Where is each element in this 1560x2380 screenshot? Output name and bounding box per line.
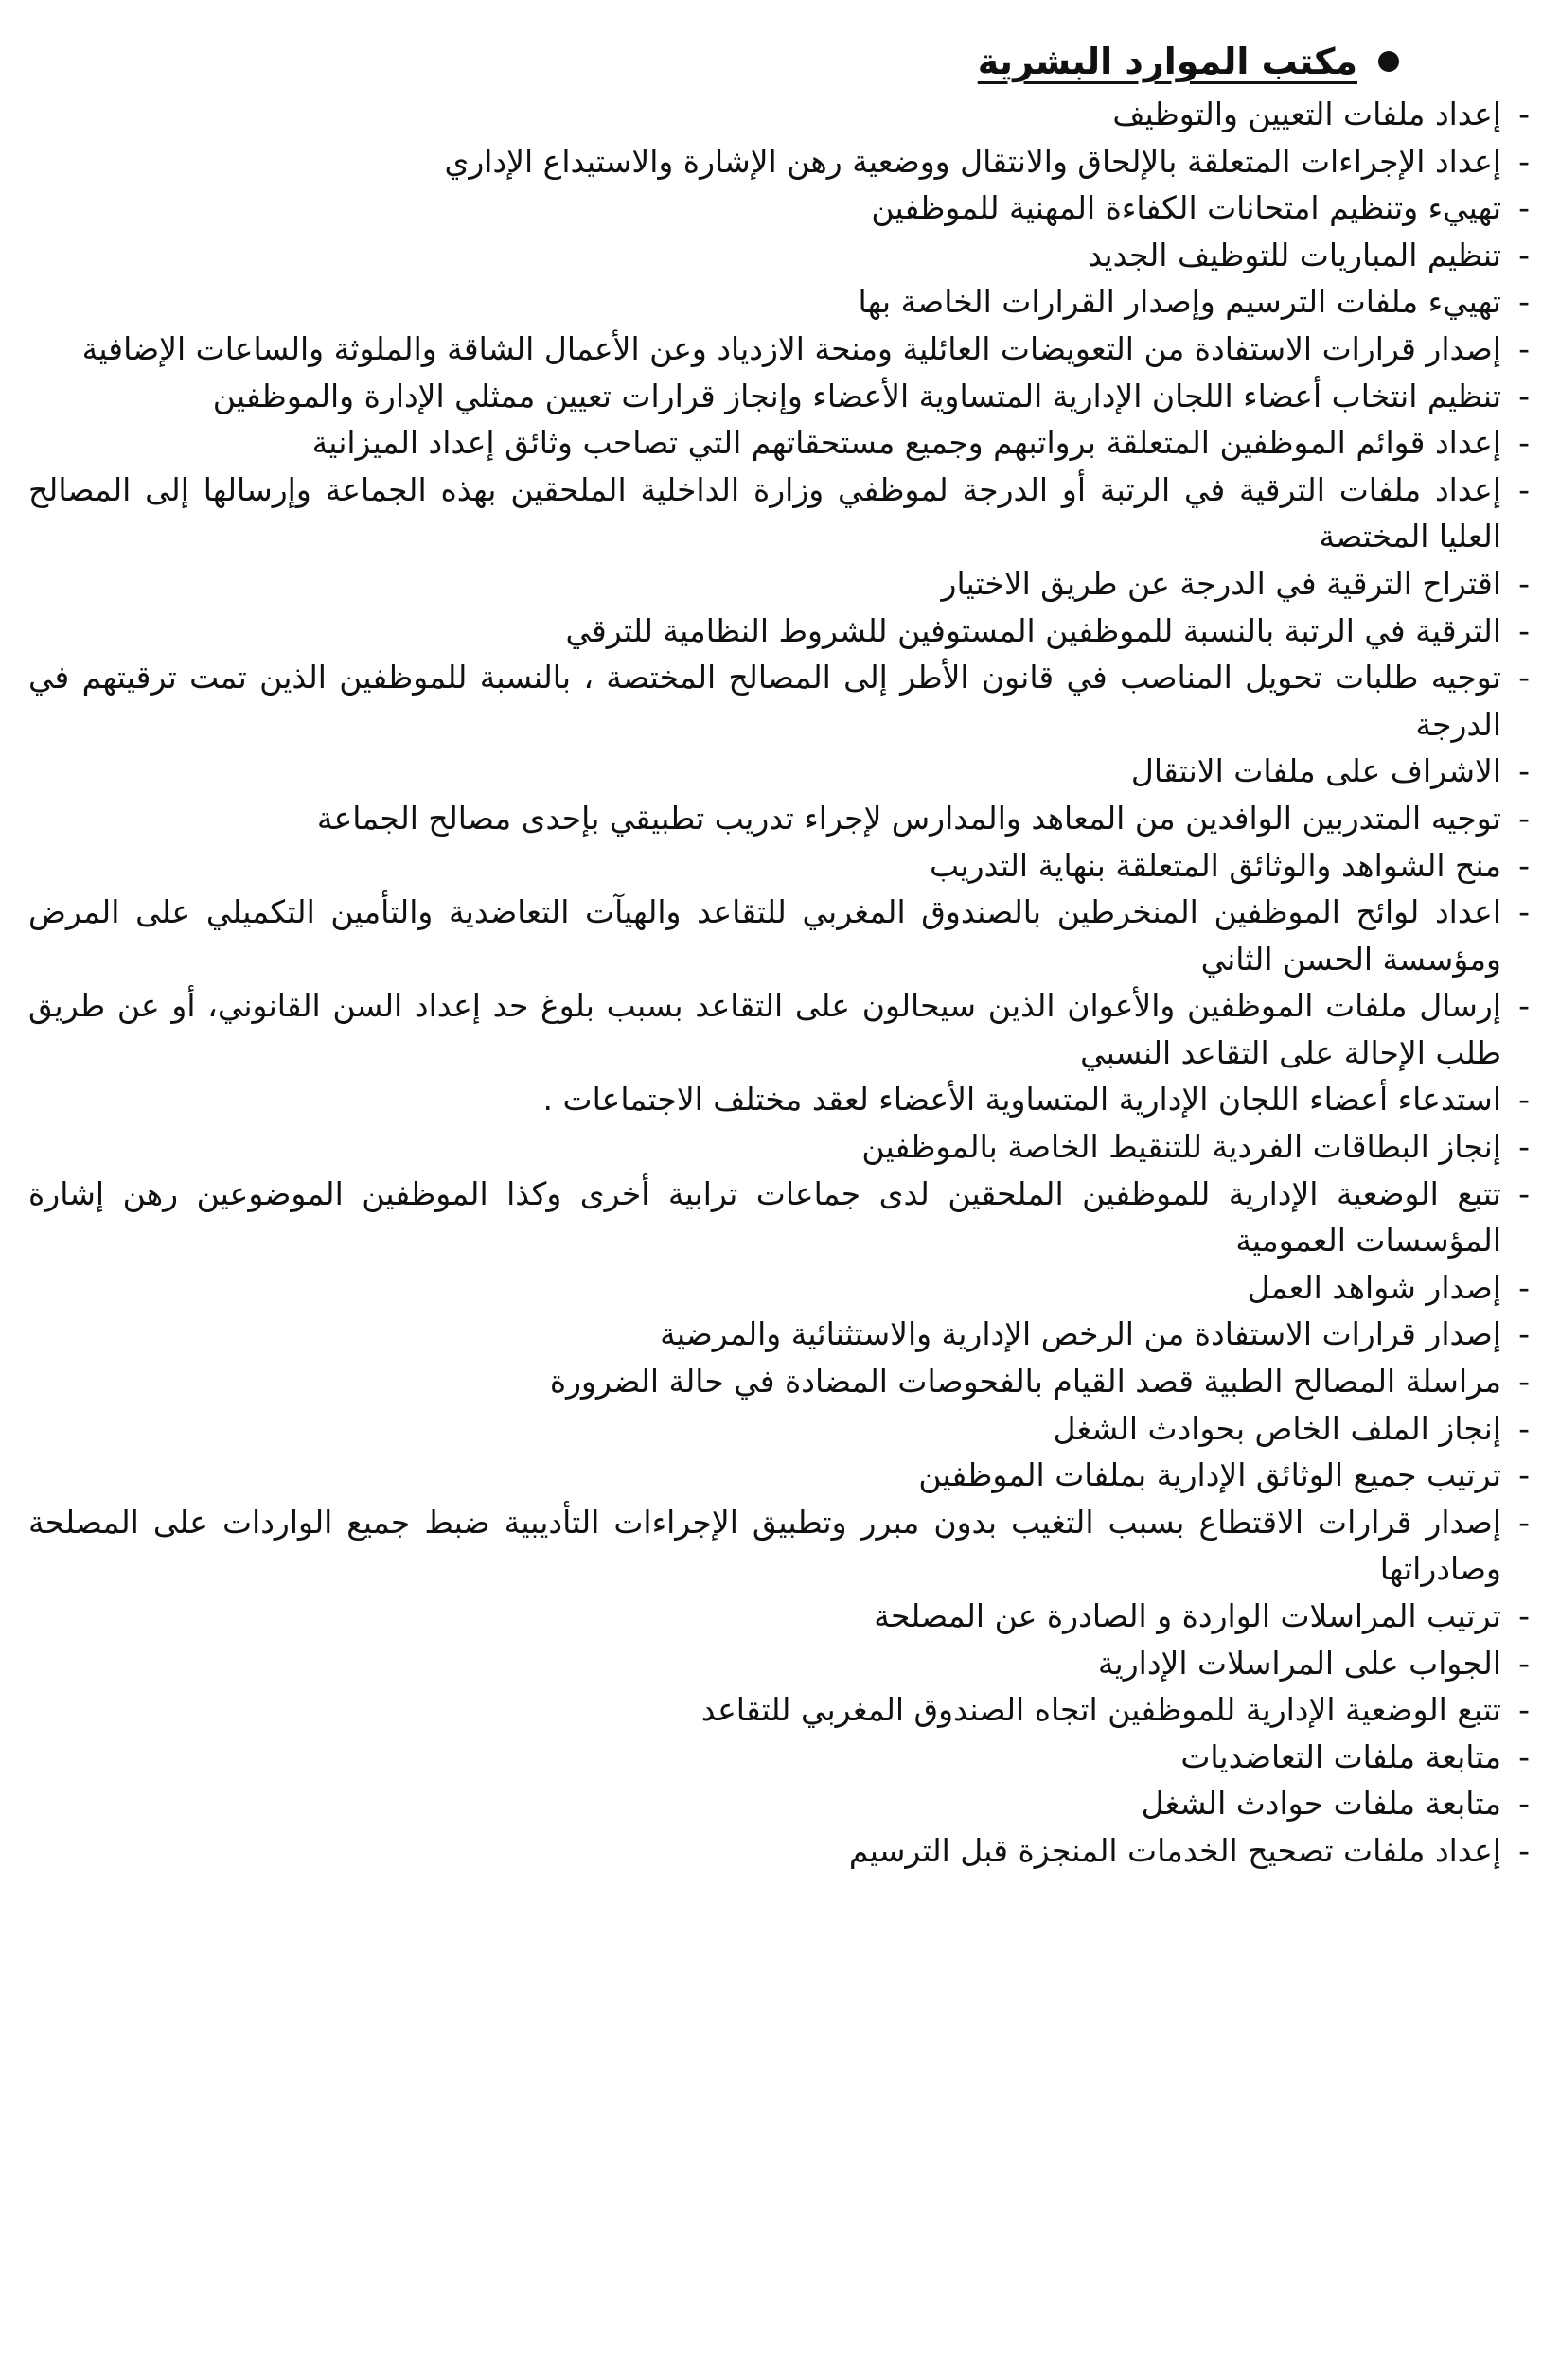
section-heading: مكتب الموارد البشرية [977, 41, 1357, 82]
bullet-icon [1378, 51, 1399, 72]
list-item-text: توجيه المتدربين الوافدين من المعاهد والمدارس لإجراء تدريب تطبيقي بإحدى مصالح الجماعة [316, 799, 1501, 837]
list-item [28, 1171, 1532, 1264]
dash-marker: - [1518, 752, 1530, 790]
list-item [28, 1780, 1532, 1827]
list-item-text: منح الشواهد والوثائق المتعلقة بنهاية التدريب [930, 846, 1501, 884]
dash-marker: - [1518, 470, 1530, 508]
dash-marker: - [1518, 329, 1530, 367]
list-item-text: إعداد ملفات تصحيح الخدمات المنجزة قبل الترسيم [848, 1831, 1501, 1869]
list-item [28, 795, 1532, 842]
dash-marker: - [1518, 1315, 1530, 1353]
dash-marker: - [1518, 893, 1530, 931]
dash-marker: - [1518, 1785, 1530, 1823]
list-item-text: إصدار قرارات الاستفادة من التعويضات العائلية ومنحة الازدياد وعن الأعمال الشاقة والملوثة والساعات الإضافية [81, 329, 1501, 367]
duties-list [28, 91, 1532, 1875]
list-item [28, 842, 1532, 890]
list-item [28, 1452, 1532, 1499]
list-item-text: ترتيب المراسلات الواردة و الصادرة عن المصلحة [874, 1597, 1501, 1634]
list-item [28, 1264, 1532, 1312]
dash-marker: - [1518, 189, 1530, 227]
list-item-text: متابعة ملفات التعاضديات [1180, 1737, 1501, 1775]
list-item-text: إعداد ملفات التعيين والتوظيف [1112, 96, 1501, 132]
dash-marker: - [1518, 799, 1530, 837]
list-item-text: تتبع الوضعية الإدارية للموظفين اتجاه الصندوق المغربي للتقاعد [700, 1691, 1501, 1729]
list-item-text: تنظيم انتخاب أعضاء اللجان الإدارية المتساوية الأعضاء وإنجاز قرارات تعيين ممثلي الإدارة والموظفين [212, 377, 1501, 414]
list-item [28, 467, 1532, 560]
dash-marker: - [1518, 1597, 1530, 1634]
list-item-text: اعداد لوائح الموظفين المنخرطين بالصندوق المغربي للتقاعد والهيآت التعاضدية والتأمين التكميلي على المرض ومؤسسة الحسن الثاني [28, 893, 1501, 978]
list-item-text: ترتيب جميع الوثائق الإدارية بملفات الموظفين [918, 1456, 1501, 1494]
dash-marker: - [1518, 1503, 1530, 1541]
list-item [28, 1640, 1532, 1687]
list-item-text: تهييء ملفات الترسيم وإصدار القرارات الخاصة بها [858, 283, 1501, 321]
dash-marker: - [1518, 1456, 1530, 1494]
list-item [28, 1358, 1532, 1405]
dash-marker: - [1518, 377, 1530, 414]
list-item-text: إعداد الإجراءات المتعلقة بالإلحاق والانتقال ووضعية رهن الإشارة والاستيداع الإداري [444, 142, 1501, 180]
list-item [28, 982, 1532, 1076]
dash-marker: - [1518, 1128, 1530, 1166]
dash-marker: - [1518, 1691, 1530, 1729]
dash-marker: - [1518, 564, 1530, 602]
dash-marker: - [1518, 659, 1530, 696]
list-item-text: توجيه طلبات تحويل المناصب في قانون الأطر إلى المصالح المختصة ، بالنسبة للموظفين الذين تمت ترقيتهم في الدرجة [28, 659, 1501, 743]
dash-marker: - [1518, 846, 1530, 884]
list-item [28, 232, 1532, 279]
list-item [28, 1686, 1532, 1734]
list-item-text: إرسال ملفات الموظفين والأعوان الذين سيحالون على التقاعد بسبب بلوغ حد إعداد السن القانوني، أو عن طريق طلب الإحالة على التقاعد النسبي [28, 987, 1501, 1071]
dash-marker: - [1518, 96, 1530, 132]
list-item-text: مراسلة المصالح الطبية قصد القيام بالفحوصات المضادة في حالة الضرورة [549, 1363, 1501, 1401]
list-item [28, 1593, 1532, 1640]
dash-marker: - [1518, 1831, 1530, 1869]
list-item-text: إعداد ملفات الترقية في الرتبة أو الدرجة لموظفي وزارة الداخلية الملحقين بهذه الجماعة وإرسالها إلى المصالح العليا المختصة [28, 470, 1501, 555]
list-item [28, 1827, 1532, 1875]
list-item-text: الجواب على المراسلات الإدارية [1097, 1644, 1501, 1682]
dash-marker: - [1518, 424, 1530, 462]
dash-marker: - [1518, 1737, 1530, 1775]
list-item [28, 1311, 1532, 1358]
list-item [28, 1499, 1532, 1593]
dash-marker: - [1518, 142, 1530, 180]
dash-marker: - [1518, 283, 1530, 321]
document-page [28, 32, 1532, 2361]
list-item [28, 138, 1532, 185]
list-item-text: تنظيم المباريات للتوظيف الجديد [1088, 236, 1501, 273]
dash-marker: - [1518, 1268, 1530, 1306]
list-item-text: متابعة ملفات حوادث الشغل [1141, 1785, 1501, 1823]
dash-marker: - [1518, 1081, 1530, 1119]
list-item [28, 654, 1532, 748]
list-item [28, 1405, 1532, 1453]
list-item [28, 373, 1532, 420]
list-item [28, 1734, 1532, 1781]
section-heading-row [28, 32, 1532, 91]
dash-marker: - [1518, 987, 1530, 1025]
list-item [28, 889, 1532, 982]
list-item [28, 419, 1532, 467]
dash-marker: - [1518, 1644, 1530, 1682]
list-item [28, 91, 1532, 138]
list-item-text: الترقية في الرتبة بالنسبة للموظفين المستوفين للشروط النظامية للترقي [565, 611, 1501, 649]
list-item-text: إعداد قوائم الموظفين المتعلقة برواتبهم وجميع مستحقاتهم التي تصاحب وثائق إعداد الميزانية [311, 424, 1501, 462]
list-item [28, 278, 1532, 326]
dash-marker: - [1518, 236, 1530, 273]
list-item-text: استدعاء أعضاء اللجان الإدارية المتساوية الأعضاء لعقد مختلف الاجتماعات . [542, 1081, 1501, 1119]
dash-marker: - [1518, 611, 1530, 649]
list-item-text: اقتراح الترقية في الدرجة عن طريق الاختيار [941, 564, 1501, 602]
list-item-text: إصدار شواهد العمل [1247, 1268, 1501, 1306]
list-item-text: تهييء وتنظيم امتحانات الكفاءة المهنية للموظفين [871, 189, 1501, 227]
list-item [28, 326, 1532, 373]
list-item [28, 1123, 1532, 1171]
list-item-text: إنجاز الملف الخاص بحوادث الشغل [1053, 1409, 1501, 1447]
dash-marker: - [1518, 1363, 1530, 1401]
list-item-text: إصدار قرارات الاقتطاع بسبب التغيب بدون مبرر وتطبيق الإجراءات التأديبية ضبط جميع الواردات على المصلحة وصادراتها [28, 1503, 1501, 1588]
list-item [28, 608, 1532, 655]
list-item [28, 1076, 1532, 1123]
dash-marker: - [1518, 1409, 1530, 1447]
list-item-text: إنجاز البطاقات الفردية للتنقيط الخاصة بالموظفين [861, 1128, 1501, 1166]
list-item [28, 748, 1532, 795]
list-item [28, 560, 1532, 608]
list-item-text: الاشراف على ملفات الانتقال [1130, 752, 1501, 790]
list-item-text: تتبع الوضعية الإدارية للموظفين الملحقين لدى جماعات ترابية أخرى وكذا الموظفين الموضوعين رهن إشارة المؤسسات العمومية [28, 1174, 1501, 1260]
list-item-text: إصدار قرارات الاستفادة من الرخص الإدارية والاستثنائية والمرضية [660, 1315, 1501, 1353]
dash-marker: - [1518, 1174, 1530, 1212]
list-item [28, 185, 1532, 232]
